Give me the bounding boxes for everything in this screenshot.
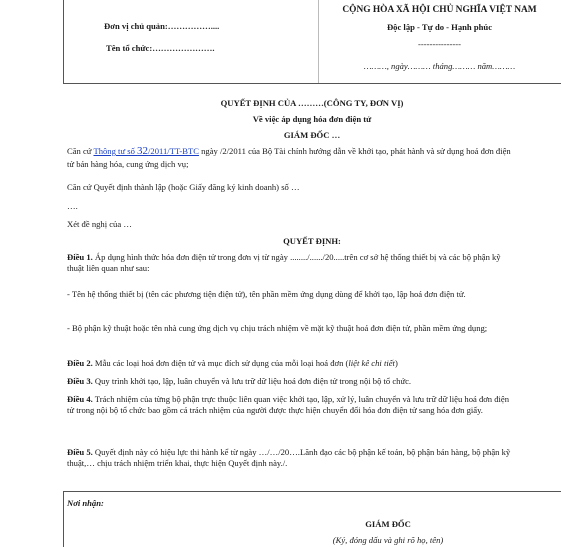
article-1-text: Áp dụng hình thức hóa đơn điện tử trong đơn vị từ ngày ......../....../20.....trên cơ sở hệ thống thiết bị và các bộ phận kỹ thuật liên quan như sau: [67, 252, 501, 273]
basis-ellipsis: …. [67, 201, 78, 211]
basis-suffix: ngày /2/2011 của Bộ Tài chính hướng dẫn về khởi tạo, phát hành và sử dụng hoá đơn điện tử bán hàng hóa, cung ứng dịch vụ; [67, 146, 511, 169]
article-3-label: Điều 3. [67, 376, 93, 386]
basis-establishment: Căn cứ Quyết định thành lập (hoặc Giấy đăng ký kinh doanh) số … [67, 182, 300, 192]
article-2-text: Mẫu các loại hoá đơn điện tử và mục đích sử dụng của mỗi loại hoá đơn ( [92, 358, 349, 368]
article-5-text: Quyết định này có hiệu lực thi hành kể từ ngày …/…/20….Lãnh đạo các bộ phận kế toán, bộ phận bán hàng, bộ phận kỹ thuật,… chịu trách nhiệm triển khai, thực hiện Quyết định này./. [67, 447, 511, 468]
article-3-text: Quy trình khởi tạo, lập, luân chuyển và lưu trữ dữ liệu hoá đơn điện tử trong nội bộ tổ chức. [92, 376, 412, 386]
circular-link-a: Thông tư số [93, 146, 138, 156]
circular-link-num: 32 [137, 145, 149, 157]
article-4 [67, 394, 517, 415]
basis-prefix: Căn cứ [67, 146, 94, 156]
article-4-label: Điều 4. [67, 394, 93, 404]
date-line: ………, ngày……… tháng……… năm……… [363, 61, 516, 71]
article-5-label: Điều 5. [67, 447, 93, 457]
country-name: CỘNG HÒA XÃ HỘI CHỦ NGHĨA VIỆT NAM [342, 5, 537, 15]
unit-label: Đơn vị chủ quản:…………….... [104, 21, 220, 31]
article-1-bullet-1: - Tên hệ thống thiết bị (tên các phương tiện điện tử), tên phần mềm ứng dụng dùng để khởi tạo, lập hoá đơn điện tử. [67, 289, 466, 299]
motto-rule: --------------- [418, 39, 461, 49]
frame-header-bottom [63, 83, 561, 84]
basis-proposal: Xét đề nghị của … [67, 219, 132, 229]
article-3 [67, 376, 517, 387]
decision-subject: Về việc áp dụng hóa đơn điện tử [252, 114, 372, 124]
frame-footer-top [63, 491, 561, 492]
article-4-text: Trách nhiệm của từng bộ phận trực thuộc liên quan việc khởi tạo, lập, xử lý, luân chuyển và lưu trữ dữ liệu hoá đơn điện tử trong nội bộ tổ chức bao gồm cả trách nhiệm của người được thực hiện chuyển đổi hóa đơn điện tử sang hóa đơn giấy. [67, 394, 510, 415]
director-heading: GIÁM ĐỐC … [283, 130, 341, 140]
recipients-label: Nơi nhận: [67, 498, 104, 508]
basis-circular [67, 145, 517, 169]
circular-link[interactable] [93, 146, 199, 156]
decide-heading: QUYẾT ĐỊNH: [283, 236, 341, 246]
decision-title: QUYẾT ĐỊNH CỦA ………(CÔNG TY, ĐƠN VỊ) [220, 98, 404, 108]
director-signature-title: GIÁM ĐỐC [365, 519, 411, 529]
frame-left-top [63, 0, 64, 83]
article-1 [67, 252, 517, 273]
article-2-close: ) [394, 358, 398, 368]
org-label: Tên tổ chức:…………………. [106, 43, 215, 53]
article-2-italic: liệt kê chi tiết [348, 358, 395, 368]
article-2 [67, 358, 517, 369]
article-5 [67, 447, 517, 468]
circular-link-b: /2011/TT-BTC [148, 146, 199, 156]
article-2-label: Điều 2. [67, 358, 93, 368]
article-1-label: Điều 1. [67, 252, 93, 262]
motto: Độc lập - Tự do - Hạnh phúc [386, 22, 493, 32]
frame-left-bottom [63, 491, 64, 547]
signature-note: (Ký, đóng dấu và ghi rõ họ, tên) [332, 535, 444, 545]
article-1-bullet-2: - Bộ phận kỹ thuật hoặc tên nhà cung ứng dịch vụ chịu trách nhiệm về mặt kỹ thuật hoá đơn điện tử, phần mềm ứng dụng; [67, 323, 488, 333]
